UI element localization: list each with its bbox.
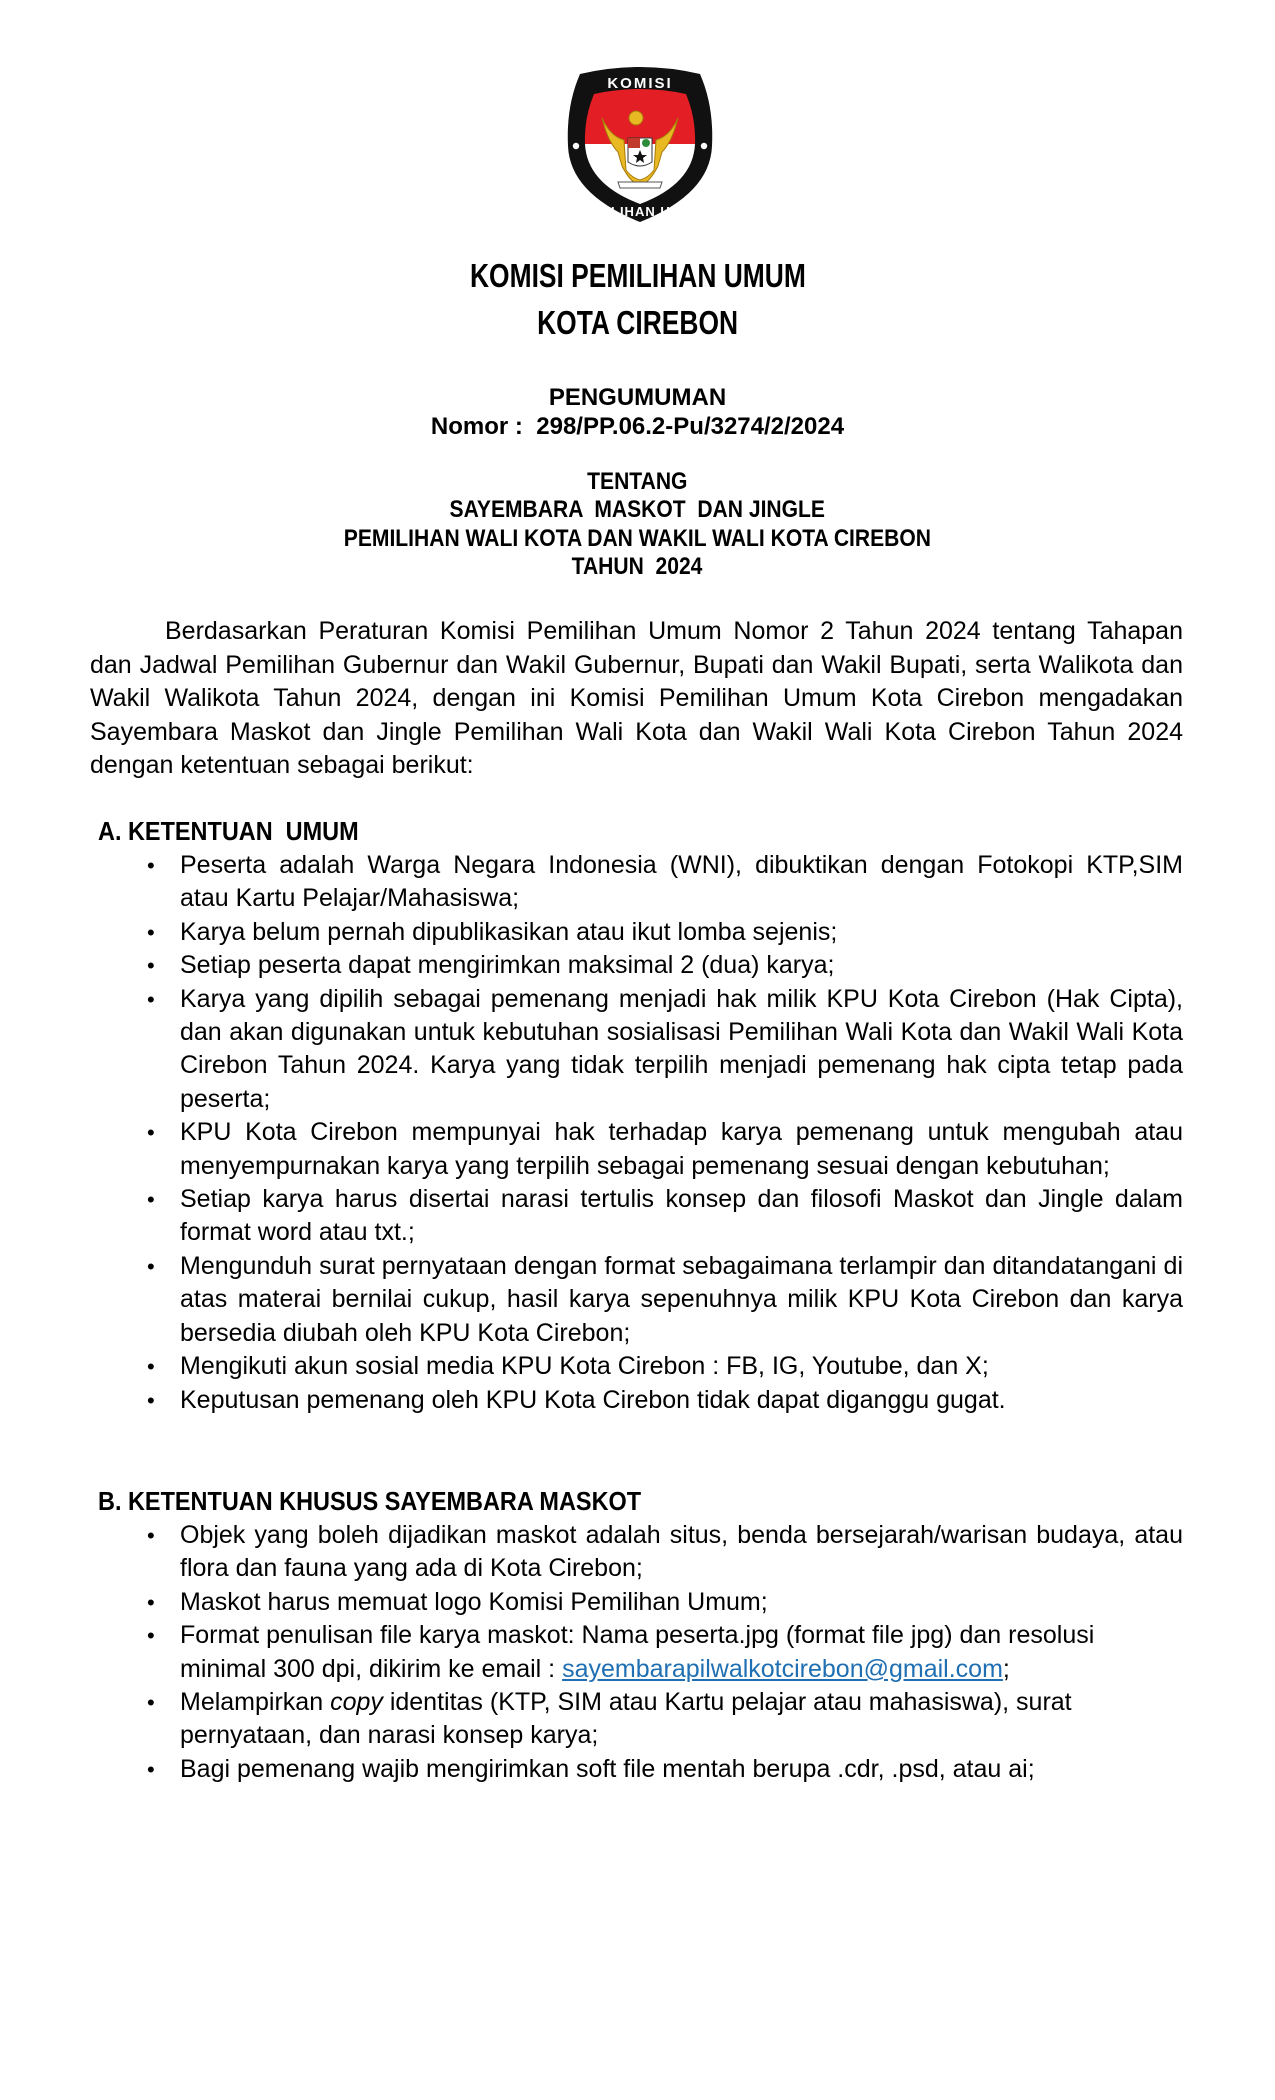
list-item: • Karya belum pernah dipublikasikan atau ikut lomba sejenis;	[98, 916, 1183, 949]
announcement-number	[0, 412, 1275, 441]
bullet-icon: •	[147, 1187, 155, 1213]
intro-paragraph: Berdasarkan Peraturan Komisi Pemilihan Umum Nomor 2 Tahun 2024 tentang Tahapan dan Jadwal Pemilihan Gubernur dan Wakil Gubernur, Bupati dan Wakil Bupati, serta Walikota dan Wakil Walikota Tahun 2024, dengan ini Komisi Pemilihan Umum Kota Cirebon mengadakan Sayembara Maskot dan Jingle Pemilihan Wali Kota dan Wakil Wali Kota Cirebon Tahun 2024 dengan ketentuan sebagai berikut:	[90, 617, 1183, 780]
number-separator: :	[514, 413, 523, 440]
section-a-heading: A. KETENTUAN UMUM	[98, 818, 359, 846]
subject-line-3: PEMILIHAN WALI KOTA DAN WAKIL WALI KOTA CIREBON	[343, 524, 932, 552]
kpu-logo	[566, 66, 714, 224]
bullet-icon: •	[147, 1623, 155, 1649]
subject-line-1: TENTANG	[587, 468, 688, 495]
list-item: • Mengikuti akun sosial media KPU Kota Cirebon : FB, IG, Youtube, dan X;	[98, 1350, 1183, 1383]
bullet-icon: •	[147, 853, 155, 878]
svg-text:KOMISI: KOMISI	[607, 75, 673, 92]
list-item: • Setiap karya harus disertai narasi tertulis konsep dan filosofi Maskot dan Jingle dalam format word atau txt.;	[147, 1185, 1183, 1247]
mascot-terms-list	[98, 1519, 1183, 1786]
bullet-icon: •	[147, 1387, 155, 1413]
list-item: • Maskot harus memuat logo Komisi Pemilihan Umum;	[98, 1586, 1183, 1619]
list-item: • Peserta adalah Warga Negara Indonesia (WNI), dibuktikan dengan Fotokopi KTP,SIM atau Kartu Pelajar/Mahasiswa;	[147, 851, 1183, 913]
bullet-icon: •	[147, 1354, 155, 1380]
kpu-garuda-emblem-icon	[566, 66, 714, 224]
number-value: 298/PP.06.2-Pu/3274/2/2024	[536, 413, 845, 440]
bullet-icon: •	[147, 1523, 155, 1548]
bullet-icon: •	[147, 953, 155, 979]
agency-title-line2: KOTA CIREBON	[537, 304, 738, 341]
bullet-icon: •	[147, 1589, 155, 1615]
general-terms-list	[98, 849, 1183, 1417]
bullet-icon: •	[147, 919, 155, 945]
bullet-icon: •	[147, 1756, 155, 1782]
subject-block	[0, 468, 1275, 581]
italic-copy: copy	[330, 1688, 383, 1717]
number-label: Nomor	[430, 413, 509, 440]
section-mascot-terms	[98, 1486, 1183, 1786]
section-b-heading: B. KETENTUAN KHUSUS SAYEMBARA MASKOT	[98, 1488, 642, 1516]
list-item: • Format penulisan file karya maskot: Nama peserta.jpg (format file jpg) dan resolusi minimal 300 dpi, dikirim ke email : sayembarapilwalkotcirebon@gmail.com;	[147, 1621, 1095, 1683]
bullet-icon: •	[147, 1253, 155, 1279]
agency-city	[0, 305, 1275, 341]
list-item: • KPU Kota Cirebon mempunyai hak terhadap karya pemenang untuk mengubah atau menyempurnakan karya yang terpilih sebagai pemenang sesuai dengan kebutuhan;	[147, 1118, 1183, 1180]
list-item: • Melampirkan copy identitas (KTP, SIM atau Kartu pelajar atau mahasiswa), surat pernyataan, dan narasi konsep karya;	[147, 1688, 1072, 1750]
list-item: • Setiap peserta dapat mengirimkan maksimal 2 (dua) karya;	[98, 949, 1183, 982]
agency-title-line1: KOMISI PEMILIHAN UMUM	[469, 257, 806, 294]
bullet-icon: •	[147, 1690, 155, 1716]
svg-text:PEMILIHAN UMUM: PEMILIHAN UMUM	[575, 204, 705, 219]
announcement-label: PENGUMUMAN	[548, 384, 727, 411]
email-link[interactable]: sayembarapilwalkotcirebon@gmail.com	[562, 1654, 1003, 1683]
list-item: • Bagi pemenang wajib mengirimkan soft file mentah berupa .cdr, .psd, atau ai;	[98, 1753, 1183, 1786]
list-item: • Karya yang dipilih sebagai pemenang menjadi hak milik KPU Kota Cirebon (Hak Cipta), dan akan digunakan untuk kebutuhan sosialisasi Pemilihan Wali Kota dan Wakil Wali Kota Cirebon Tahun 2024. Karya yang tidak terpilih menjadi pemenang hak cipta tetap pada peserta;	[147, 984, 1183, 1113]
bullet-icon: •	[147, 1120, 155, 1146]
section-general-terms	[98, 816, 1183, 1417]
subject-line-2: SAYEMBARA MASKOT DAN JINGLE	[449, 496, 826, 524]
list-item: • Objek yang boleh dijadikan maskot adalah situs, benda bersejarah/warisan budaya, atau flora dan fauna yang ada di Kota Cirebon;	[147, 1521, 1183, 1583]
bullet-icon: •	[147, 986, 155, 1012]
agency-title	[0, 258, 1275, 294]
list-item: • Mengunduh surat pernyataan dengan format sebagaimana terlampir dan ditandatangani di atas materai bernilai cukup, hasil karya sepenuhnya milik KPU Kota Cirebon dan karya bersedia diubah oleh KPU Kota Cirebon;	[147, 1251, 1183, 1347]
list-item: • Keputusan pemenang oleh KPU Kota Cirebon tidak dapat diganggu gugat.	[98, 1384, 1183, 1417]
subject-line-4: TAHUN 2024	[572, 552, 703, 580]
